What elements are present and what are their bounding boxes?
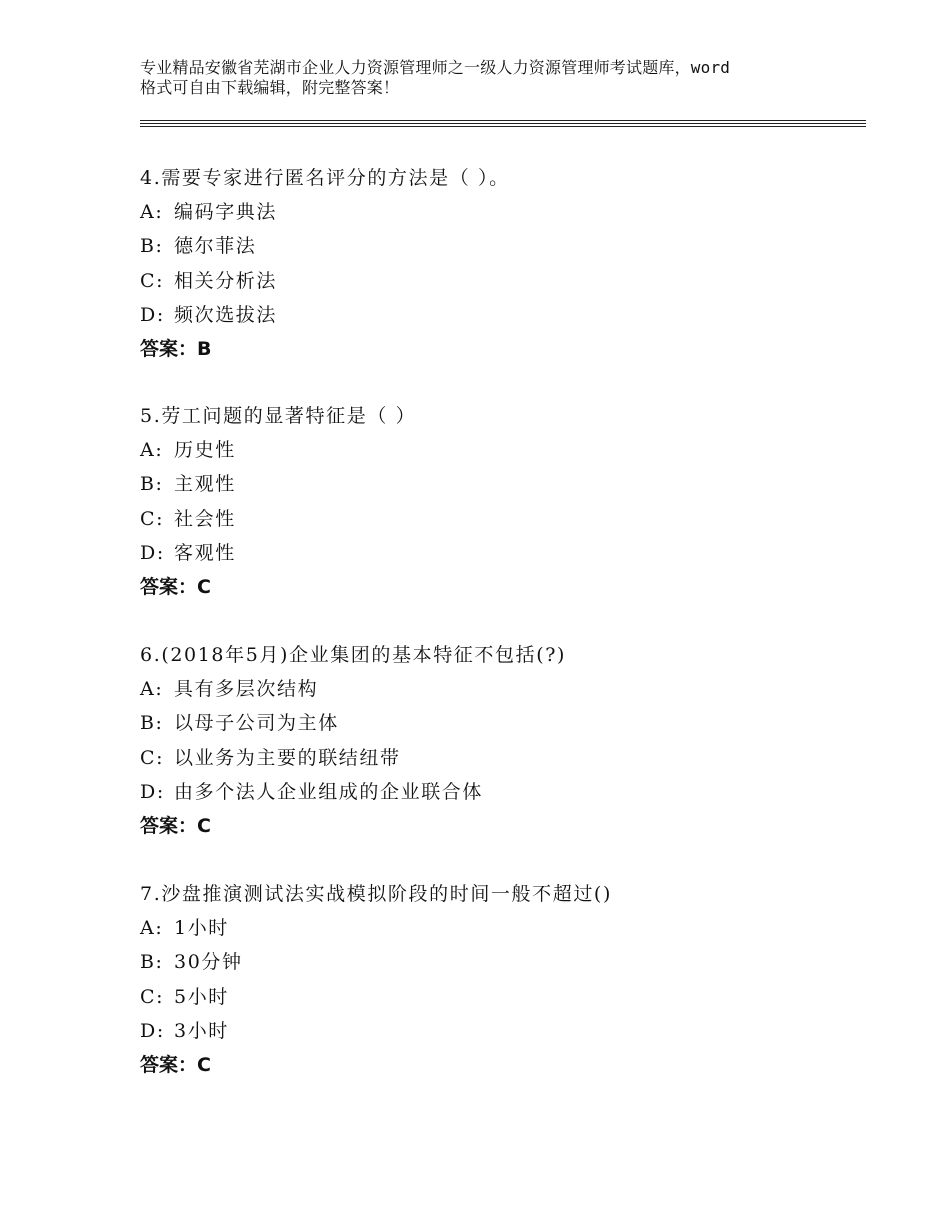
option-d (140, 1014, 880, 1048)
option-key: D: (140, 303, 165, 326)
question-5 (140, 399, 880, 604)
option-text: 5小时 (174, 985, 229, 1008)
option-text: 编码字典法 (174, 201, 278, 224)
answer-line: 答案：B (140, 337, 212, 360)
option-d (140, 775, 880, 809)
option-text: 相关分析法 (174, 269, 278, 292)
option-key: B: (140, 235, 164, 258)
option-key: B: (140, 951, 164, 974)
option-text: 主观性 (174, 473, 236, 496)
option-key: D: (140, 541, 165, 564)
question-stem: 4.需要专家进行匿名评分的方法是（ ）。 (140, 167, 510, 189)
option-key: B: (140, 712, 164, 735)
option-a (140, 911, 880, 945)
option-text: 30分钟 (174, 951, 243, 974)
header-title-line-2: 格式可自由下载编辑，附完整答案！ (140, 78, 400, 97)
answer-line: 答案：C (140, 814, 211, 837)
header-divider-rule (140, 126, 866, 127)
option-b (140, 706, 880, 740)
header-divider-rule (140, 120, 866, 121)
option-c (140, 264, 880, 298)
question-6 (140, 638, 880, 843)
option-c (140, 980, 880, 1014)
question-stem: 7.沙盘推演测试法实战模拟阶段的时间一般不超过() (140, 883, 612, 905)
option-text: 德尔菲法 (174, 235, 257, 258)
question-stem: 6.(2018年5月)企业集团的基本特征不包括(?) (140, 644, 567, 666)
option-text: 由多个法人企业组成的企业联合体 (174, 780, 484, 803)
option-a (140, 195, 880, 229)
option-d (140, 298, 880, 332)
option-key: C: (140, 746, 165, 769)
question-stem: 5.劳工问题的显著特征是（ ） (140, 405, 417, 427)
option-key: B: (140, 473, 164, 496)
header-divider-rule (140, 123, 866, 124)
option-key: A: (140, 201, 164, 224)
document-header (140, 58, 840, 98)
option-b (140, 229, 880, 263)
option-key: A: (140, 678, 164, 701)
option-b (140, 467, 880, 501)
option-key: A: (140, 439, 164, 462)
option-text: 以业务为主要的联结纽带 (174, 746, 401, 769)
option-b (140, 945, 880, 979)
option-d (140, 536, 880, 570)
option-text: 具有多层次结构 (174, 678, 319, 701)
option-a (140, 672, 880, 706)
option-c (140, 502, 880, 536)
option-text: 3小时 (174, 1019, 229, 1042)
question-4 (140, 161, 880, 366)
option-text: 以母子公司为主体 (174, 712, 339, 735)
option-key: C: (140, 269, 165, 292)
option-text: 1小时 (174, 917, 229, 940)
option-c (140, 741, 880, 775)
option-key: A: (140, 917, 164, 940)
option-key: C: (140, 985, 165, 1008)
question-7 (140, 877, 880, 1082)
option-key: D: (140, 780, 165, 803)
option-text: 频次选拔法 (174, 303, 278, 326)
option-text: 社会性 (174, 507, 236, 530)
option-text: 客观性 (174, 541, 236, 564)
header-title-line-1: 专业精品安徽省芜湖市企业人力资源管理师之一级人力资源管理师考试题库，word (140, 58, 731, 77)
option-text: 历史性 (174, 439, 236, 462)
option-a (140, 433, 880, 467)
answer-line: 答案：C (140, 575, 211, 598)
answer-line: 答案：C (140, 1053, 211, 1076)
option-key: D: (140, 1019, 165, 1042)
option-key: C: (140, 507, 165, 530)
